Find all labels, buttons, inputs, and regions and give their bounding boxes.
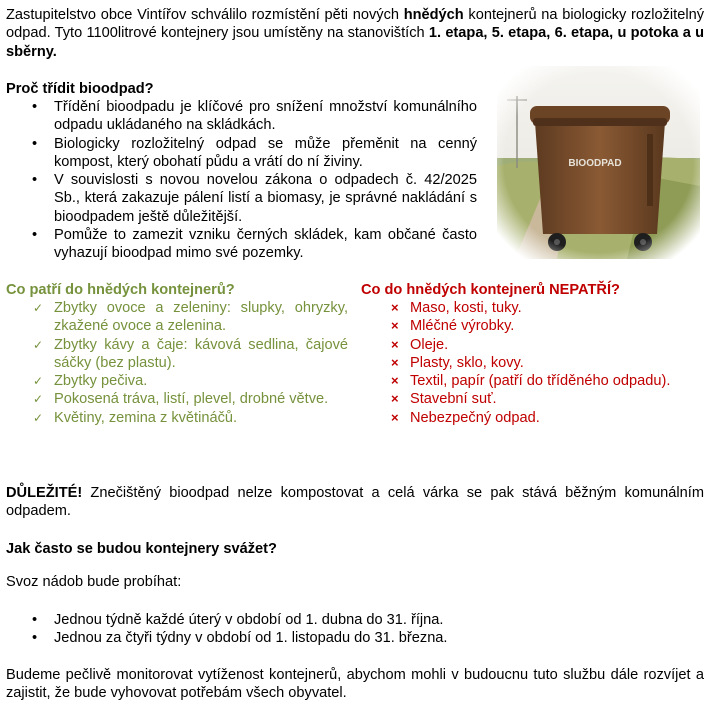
bin-illustration — [497, 66, 700, 259]
not-belongs-list-item: × Maso, kosti, tuky. — [382, 299, 712, 317]
intro-text-1: Zastupitelstvo obce Vintířov schválilo rozmístění pěti nových — [6, 7, 404, 23]
belongs-list-item: ✓ Pokosená tráva, listí, plevel, drobné větve. — [28, 390, 348, 408]
belongs-list-item: ✓ Květiny, zemina z květináčů. — [28, 409, 348, 427]
belongs-list-item: ✓ Zbytky ovoce a zeleniny: slupky, ohryzky, zkažené ovoce a zelenina. — [28, 299, 348, 336]
bioodpad-bin-image — [497, 66, 700, 259]
not-belongs-list-item: × Stavební suť. — [382, 390, 712, 408]
schedule-list-item: • Jednou týdně každé úterý v období od 1. dubna do 31. října. — [27, 611, 697, 629]
schedule-list-item: • Jednou za čtyři týdny v období od 1. listopadu do 31. března. — [27, 629, 697, 647]
not-belongs-list-item: × Oleje. — [382, 336, 712, 354]
belongs-list-item: ✓ Zbytky pečiva. — [28, 372, 348, 390]
schedule-intro: Svoz nádob bude probíhat: — [6, 574, 182, 590]
why-list-item: • Třídění bioodpadu je klíčové pro snížení množství komunálního odpadu ukládaného na skládkách. — [27, 98, 477, 135]
intro-text-2: kontejnerů na biologicky rozložitelný odpad. Tyto 1100litrové kontejnery jsou umístěny na stanovištích — [6, 7, 704, 42]
belongs-heading: Co patří do hnědých kontejnerů? — [6, 282, 235, 298]
important-text: Znečištěný bioodpad nelze kompostovat a celá várka se pak stává běžným komunálním odpadem. — [6, 485, 704, 520]
why-list — [27, 98, 477, 263]
belongs-list-item: ✓ Zbytky kávy a čaje: kávová sedlina, čajové sáčky (bez plastu). — [28, 336, 348, 373]
belongs-list — [28, 299, 348, 427]
not-belongs-list-item: × Nebezpečný odpad. — [382, 409, 712, 427]
schedule-heading: Jak často se budou kontejnery svážet? — [6, 541, 277, 557]
not-belongs-heading: Co do hnědých kontejnerů NEPATŘÍ? — [361, 282, 620, 298]
important-paragraph — [6, 484, 704, 521]
not-belongs-list — [382, 299, 712, 427]
not-belongs-list-item: × Plasty, sklo, kovy. — [382, 354, 712, 372]
closing-paragraph: Budeme pečlivě monitorovat vytíženost kontejnerů, abychom mohli v budoucnu tuto službu dále rozvíjet a zajistit, že bude vyhovovat potřebám všech obyvatel. — [6, 667, 704, 702]
intro-paragraph — [6, 6, 704, 61]
schedule-list — [27, 611, 697, 648]
not-belongs-list-item: × Mléčné výrobky. — [382, 317, 712, 335]
not-belongs-list-item: × Textil, papír (patří do tříděného odpadu). — [382, 372, 712, 390]
why-list-item: • V souvislosti s novou novelou zákona o odpadech č. 42/2025 Sb., která zakazuje pálení listí a biomasy, je správné nakládání s bioodpadem ještě důležitější. — [27, 171, 477, 226]
why-list-item: • Biologicky rozložitelný odpad se může přeměnit na cenný kompost, který obohatí půdu a vrátí do ní živiny. — [27, 135, 477, 172]
important-label: DŮLEŽITÉ! — [6, 485, 83, 501]
intro-bold-2: 1. etapa, 5. etapa, 6. etapa, u potoka a u sběrny. — [6, 25, 704, 60]
intro-bold-1: hnědých — [403, 7, 464, 23]
why-list-item: • Pomůže to zamezit vzniku černých skládek, kam občané často vyhazují bioodpad mimo své pozemky. — [27, 226, 477, 263]
why-heading: Proč třídit bioodpad? — [6, 81, 154, 97]
